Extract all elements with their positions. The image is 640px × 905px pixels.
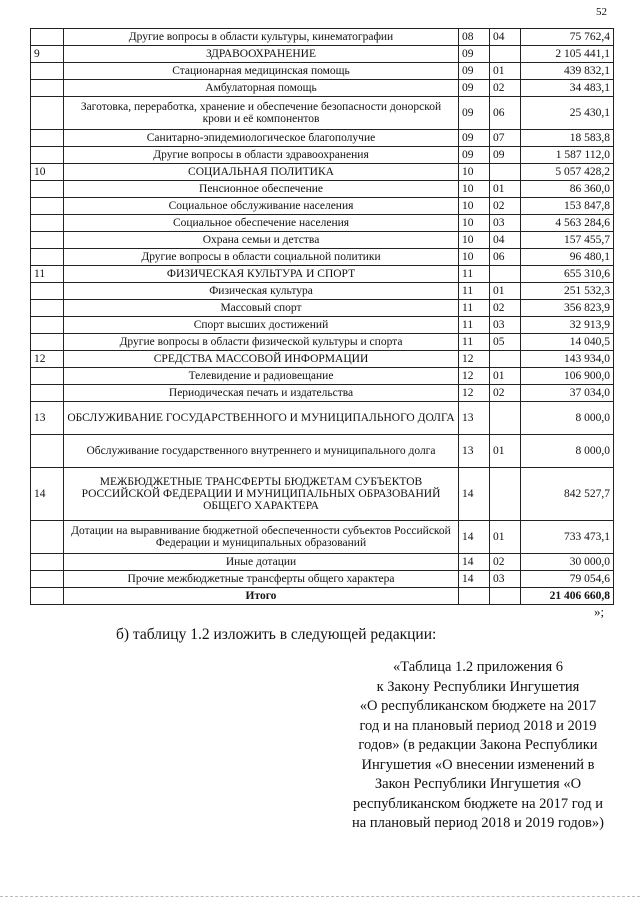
row-name-cell: Другие вопросы в области социальной политики bbox=[64, 249, 459, 266]
subsection-code-cell bbox=[490, 46, 521, 63]
subsection-code-cell: 02 bbox=[490, 385, 521, 402]
table-row bbox=[31, 368, 614, 385]
row-name-cell: ОБСЛУЖИВАНИЕ ГОСУДАРСТВЕННОГО И МУНИЦИПАЛЬНОГО ДОЛГА bbox=[64, 402, 459, 435]
amount-cell: 157 455,7 bbox=[521, 232, 614, 249]
row-number-cell: 10 bbox=[31, 164, 64, 181]
row-name-cell: Обслуживание государственного внутреннего и муниципального долга bbox=[64, 435, 459, 468]
subsection-code-cell: 01 bbox=[490, 283, 521, 300]
amount-cell: 8 000,0 bbox=[521, 402, 614, 435]
amount-cell: 34 483,1 bbox=[521, 80, 614, 97]
table-row bbox=[31, 147, 614, 164]
row-name-cell: МЕЖБЮДЖЕТНЫЕ ТРАНСФЕРТЫ БЮДЖЕТАМ СУБЪЕКТОВ РОССИЙСКОЙ ФЕДЕРАЦИИ И МУНИЦИПАЛЬНЫХ ОБРАЗОВАНИЙ ОБЩЕГО ХАРАКТЕРА bbox=[64, 468, 459, 521]
section-row bbox=[31, 468, 614, 521]
row-name-cell: Другие вопросы в области физической культуры и спорта bbox=[64, 334, 459, 351]
row-number-cell: 13 bbox=[31, 402, 64, 435]
section-code-cell: 12 bbox=[459, 385, 490, 402]
amount-cell: 439 832,1 bbox=[521, 63, 614, 80]
amount-cell: 79 054,6 bbox=[521, 571, 614, 588]
subsection-code-cell bbox=[490, 164, 521, 181]
closing-quote: »; bbox=[594, 604, 605, 619]
section-code-cell: 09 bbox=[459, 80, 490, 97]
amount-cell: 4 563 284,6 bbox=[521, 215, 614, 232]
table-row bbox=[31, 198, 614, 215]
section-code-cell: 13 bbox=[459, 402, 490, 435]
row-name-cell: Периодическая печать и издательства bbox=[64, 385, 459, 402]
row-number-cell bbox=[31, 97, 64, 130]
table-row bbox=[31, 571, 614, 588]
subsection-code-cell bbox=[490, 588, 521, 605]
row-name-cell: Заготовка, переработка, хранение и обеспечение безопасности донорской крови и её компонентов bbox=[64, 97, 459, 130]
amount-cell: 21 406 660,8 bbox=[521, 588, 614, 605]
subsection-code-cell: 02 bbox=[490, 300, 521, 317]
caption-line: к Закону Республики Ингушетия bbox=[376, 678, 580, 695]
row-name-cell: Иные дотации bbox=[64, 554, 459, 571]
section-code-cell: 13 bbox=[459, 435, 490, 468]
amount-cell: 32 913,9 bbox=[521, 317, 614, 334]
table-row bbox=[31, 232, 614, 249]
table-caption bbox=[340, 658, 616, 834]
section-code-cell: 11 bbox=[459, 266, 490, 283]
subsection-code-cell bbox=[490, 266, 521, 283]
row-name-cell: Прочие межбюджетные трансферты общего характера bbox=[64, 571, 459, 588]
table-row bbox=[31, 97, 614, 130]
table-row bbox=[31, 521, 614, 554]
section-code-cell: 10 bbox=[459, 215, 490, 232]
table-row bbox=[31, 385, 614, 402]
caption-line: годов» (в редакции Закона Республики bbox=[358, 737, 598, 753]
row-number-cell bbox=[31, 283, 64, 300]
table-row bbox=[31, 249, 614, 266]
row-number-cell bbox=[31, 521, 64, 554]
row-number-cell bbox=[31, 571, 64, 588]
section-code-cell: 14 bbox=[459, 571, 490, 588]
row-number-cell bbox=[31, 300, 64, 317]
subsection-code-cell: 01 bbox=[490, 368, 521, 385]
section-row bbox=[31, 164, 614, 181]
table-row bbox=[31, 435, 614, 468]
row-name-cell: Амбулаторная помощь bbox=[64, 80, 459, 97]
row-name-cell: Другие вопросы в области культуры, кинематографии bbox=[64, 29, 459, 46]
budget-table-body bbox=[31, 29, 614, 605]
subsection-code-cell: 02 bbox=[490, 554, 521, 571]
section-code-cell: 11 bbox=[459, 300, 490, 317]
section-row bbox=[31, 266, 614, 283]
caption-line: на плановый период 2018 и 2019 годов») bbox=[352, 815, 604, 831]
section-row bbox=[31, 351, 614, 368]
amount-cell: 143 934,0 bbox=[521, 351, 614, 368]
row-number-cell bbox=[31, 588, 64, 605]
table-row bbox=[31, 63, 614, 80]
row-name-cell: Другие вопросы в области здравоохранения bbox=[64, 147, 459, 164]
amount-cell: 8 000,0 bbox=[521, 435, 614, 468]
table-row bbox=[31, 554, 614, 571]
row-number-cell bbox=[31, 29, 64, 46]
subsection-code-cell: 01 bbox=[490, 181, 521, 198]
row-number-cell bbox=[31, 368, 64, 385]
section-row bbox=[31, 402, 614, 435]
section-code-cell: 10 bbox=[459, 249, 490, 266]
instruction-text: б) таблицу 1.2 изложить в следующей редакции: bbox=[116, 626, 437, 643]
section-code-cell: 09 bbox=[459, 147, 490, 164]
section-code-cell: 09 bbox=[459, 63, 490, 80]
amount-cell: 733 473,1 bbox=[521, 521, 614, 554]
row-number-cell bbox=[31, 215, 64, 232]
section-code-cell: 12 bbox=[459, 368, 490, 385]
table-row bbox=[31, 283, 614, 300]
subsection-code-cell: 01 bbox=[490, 521, 521, 554]
row-number-cell: 12 bbox=[31, 351, 64, 368]
section-code-cell: 08 bbox=[459, 29, 490, 46]
section-code-cell: 14 bbox=[459, 554, 490, 571]
section-row bbox=[31, 46, 614, 63]
subsection-code-cell: 03 bbox=[490, 571, 521, 588]
table-row bbox=[31, 215, 614, 232]
row-name-cell: Пенсионное обеспечение bbox=[64, 181, 459, 198]
caption-line: Ингушетия «О внесении изменений в bbox=[361, 756, 595, 773]
section-code-cell: 09 bbox=[459, 130, 490, 147]
caption-line: республиканском бюджете на 2017 год и bbox=[353, 795, 603, 812]
row-number-cell bbox=[31, 232, 64, 249]
section-code-cell: 10 bbox=[459, 232, 490, 249]
subsection-code-cell: 03 bbox=[490, 215, 521, 232]
subsection-code-cell: 02 bbox=[490, 198, 521, 215]
section-code-cell: 10 bbox=[459, 181, 490, 198]
total-row bbox=[31, 588, 614, 605]
amount-cell: 106 900,0 bbox=[521, 368, 614, 385]
amount-cell: 25 430,1 bbox=[521, 97, 614, 130]
row-number-cell bbox=[31, 334, 64, 351]
section-code-cell: 11 bbox=[459, 283, 490, 300]
amount-cell: 86 360,0 bbox=[521, 181, 614, 198]
section-code-cell: 11 bbox=[459, 317, 490, 334]
subsection-code-cell bbox=[490, 351, 521, 368]
row-name-cell: ЗДРАВООХРАНЕНИЕ bbox=[64, 46, 459, 63]
row-name-cell: ФИЗИЧЕСКАЯ КУЛЬТУРА И СПОРТ bbox=[64, 266, 459, 283]
amount-cell: 655 310,6 bbox=[521, 266, 614, 283]
amount-cell: 96 480,1 bbox=[521, 249, 614, 266]
row-number-cell bbox=[31, 249, 64, 266]
subsection-code-cell: 01 bbox=[490, 63, 521, 80]
row-name-cell: СРЕДСТВА МАССОВОЙ ИНФОРМАЦИИ bbox=[64, 351, 459, 368]
row-name-cell: Дотации на выравнивание бюджетной обеспеченности субъектов Российской Федерации и муниципальных образований bbox=[64, 521, 459, 554]
subsection-code-cell: 09 bbox=[490, 147, 521, 164]
subsection-code-cell bbox=[490, 468, 521, 521]
amount-cell: 37 034,0 bbox=[521, 385, 614, 402]
table-row bbox=[31, 300, 614, 317]
subsection-code-cell: 03 bbox=[490, 317, 521, 334]
section-code-cell bbox=[459, 588, 490, 605]
subsection-code-cell: 02 bbox=[490, 80, 521, 97]
subsection-code-cell: 06 bbox=[490, 97, 521, 130]
amount-cell: 18 583,8 bbox=[521, 130, 614, 147]
table-row bbox=[31, 130, 614, 147]
section-code-cell: 09 bbox=[459, 97, 490, 130]
row-number-cell bbox=[31, 130, 64, 147]
subsection-code-cell: 07 bbox=[490, 130, 521, 147]
row-number-cell: 14 bbox=[31, 468, 64, 521]
row-number-cell bbox=[31, 554, 64, 571]
table-row bbox=[31, 29, 614, 46]
row-number-cell: 9 bbox=[31, 46, 64, 63]
table-row bbox=[31, 80, 614, 97]
page-bottom-edge bbox=[0, 896, 640, 898]
row-number-cell bbox=[31, 63, 64, 80]
row-number-cell bbox=[31, 317, 64, 334]
amount-cell: 2 105 441,1 bbox=[521, 46, 614, 63]
row-name-cell: Санитарно-эпидемиологическое благополучие bbox=[64, 130, 459, 147]
row-name-cell: Социальное обеспечение населения bbox=[64, 215, 459, 232]
amount-cell: 356 823,9 bbox=[521, 300, 614, 317]
subsection-code-cell: 01 bbox=[490, 435, 521, 468]
row-name-cell: Физическая культура bbox=[64, 283, 459, 300]
row-name-cell: Итого bbox=[64, 588, 459, 605]
amount-cell: 842 527,7 bbox=[521, 468, 614, 521]
row-name-cell: Социальное обслуживание населения bbox=[64, 198, 459, 215]
page-number: 52 bbox=[596, 6, 607, 18]
row-name-cell: Охрана семьи и детства bbox=[64, 232, 459, 249]
amount-cell: 5 057 428,2 bbox=[521, 164, 614, 181]
row-name-cell: Стационарная медицинская помощь bbox=[64, 63, 459, 80]
caption-line: «Таблица 1.2 приложения 6 bbox=[393, 659, 563, 675]
row-number-cell bbox=[31, 80, 64, 97]
amount-cell: 75 762,4 bbox=[521, 29, 614, 46]
amount-cell: 153 847,8 bbox=[521, 198, 614, 215]
row-number-cell bbox=[31, 385, 64, 402]
section-code-cell: 09 bbox=[459, 46, 490, 63]
section-code-cell: 12 bbox=[459, 351, 490, 368]
row-name-cell: Массовый спорт bbox=[64, 300, 459, 317]
caption-line: Закон Республики Ингушетия «О bbox=[374, 776, 582, 792]
subsection-code-cell: 05 bbox=[490, 334, 521, 351]
amount-cell: 251 532,3 bbox=[521, 283, 614, 300]
amount-cell: 30 000,0 bbox=[521, 554, 614, 571]
row-number-cell bbox=[31, 198, 64, 215]
subsection-code-cell: 04 bbox=[490, 232, 521, 249]
section-code-cell: 10 bbox=[459, 164, 490, 181]
amount-cell: 1 587 112,0 bbox=[521, 147, 614, 164]
row-number-cell bbox=[31, 435, 64, 468]
budget-table bbox=[30, 28, 614, 605]
caption-line: год и на плановый период 2018 и 2019 bbox=[359, 717, 597, 734]
row-number-cell bbox=[31, 147, 64, 164]
section-code-cell: 14 bbox=[459, 468, 490, 521]
section-code-cell: 10 bbox=[459, 198, 490, 215]
table-row bbox=[31, 334, 614, 351]
row-number-cell bbox=[31, 181, 64, 198]
subsection-code-cell: 06 bbox=[490, 249, 521, 266]
row-name-cell: Телевидение и радиовещание bbox=[64, 368, 459, 385]
section-code-cell: 11 bbox=[459, 334, 490, 351]
caption-line: «О республиканском бюджете на 2017 bbox=[359, 698, 597, 714]
row-name-cell: Спорт высших достижений bbox=[64, 317, 459, 334]
subsection-code-cell: 04 bbox=[490, 29, 521, 46]
row-number-cell: 11 bbox=[31, 266, 64, 283]
row-name-cell: СОЦИАЛЬНАЯ ПОЛИТИКА bbox=[64, 164, 459, 181]
amount-cell: 14 040,5 bbox=[521, 334, 614, 351]
table-row bbox=[31, 317, 614, 334]
table-row bbox=[31, 181, 614, 198]
section-code-cell: 14 bbox=[459, 521, 490, 554]
subsection-code-cell bbox=[490, 402, 521, 435]
